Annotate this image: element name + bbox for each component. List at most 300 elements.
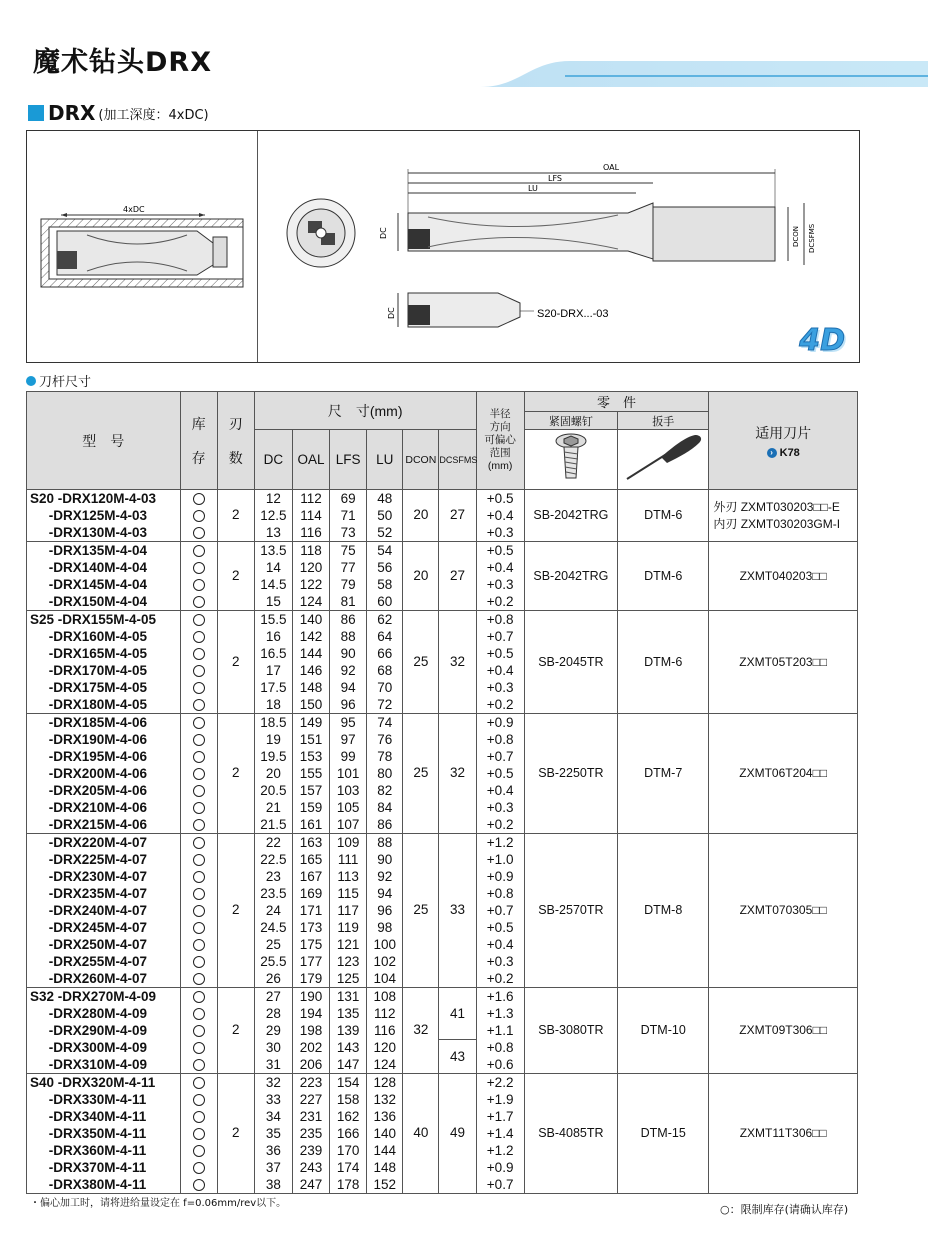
offset-cell: [476, 1074, 524, 1194]
oal-value: 206: [299, 1057, 323, 1072]
oal-value: 177: [299, 954, 323, 969]
stock-row: [181, 868, 217, 885]
model-code: -DRX230M-4-07: [30, 869, 148, 884]
insert-code: ZXMT040203□□: [739, 568, 827, 583]
header-stock-line2: 存: [191, 449, 206, 466]
header-blades: [217, 392, 254, 490]
oal-value: 148: [299, 680, 323, 695]
lfs-value: 147: [336, 1057, 360, 1072]
offset-value: +1.2: [486, 1143, 514, 1158]
oal-value: 169: [299, 886, 323, 901]
wrench-cell: DTM-6: [618, 611, 709, 714]
oal-value: 167: [299, 869, 323, 884]
lfs-value: 90: [340, 646, 356, 661]
offset-value: +0.5: [486, 491, 514, 506]
header-offset-line2: 方向: [489, 421, 511, 433]
insert-cell: [709, 490, 858, 542]
lu-value: 78: [377, 749, 393, 764]
offset-value: +0.8: [486, 886, 514, 901]
lfs-cell: [330, 714, 367, 834]
dc-value: 25: [265, 937, 281, 952]
model-cell: [27, 611, 181, 714]
limited-stock-circle-icon: [193, 956, 205, 968]
header-dc: DC: [254, 430, 292, 490]
page-title: 魔术钻头DRX: [33, 47, 213, 78]
header-blades-line1: 刃: [228, 415, 243, 432]
header-dcsfms: DCSFMS: [439, 430, 476, 490]
lu-cell: [367, 611, 403, 714]
lfs-cell: [330, 988, 367, 1074]
oal-cell: [292, 611, 329, 714]
oal-value: 198: [299, 1023, 323, 1038]
lfs-value: 73: [340, 525, 356, 540]
offset-value: +0.2: [486, 817, 514, 832]
dc-value: 18.5: [260, 715, 287, 730]
offset-value: +0.9: [486, 715, 514, 730]
stock-row: [181, 1005, 217, 1022]
dc-value: 21: [265, 800, 281, 815]
offset-value: +0.8: [486, 612, 514, 627]
oal-value: 140: [299, 612, 323, 627]
oal-cell: [292, 490, 329, 542]
stock-row: [181, 490, 217, 507]
wrench-cell: DTM-7: [618, 714, 709, 834]
offset-value: +0.7: [486, 629, 514, 644]
limited-stock-circle-icon: [193, 1162, 205, 1174]
limited-stock-circle-icon: [193, 545, 205, 557]
dc-value: 22: [265, 835, 281, 850]
oal-value: 243: [299, 1160, 323, 1175]
lfs-value: 105: [336, 800, 360, 815]
screw-cell: SB-2042TRG: [524, 542, 617, 611]
stock-row: [181, 1108, 217, 1125]
offset-value: +0.6: [486, 1057, 514, 1072]
lu-value: 66: [377, 646, 393, 661]
model-code: -DRX225M-4-07: [30, 852, 148, 867]
lfs-value: 88: [340, 629, 356, 644]
stock-row: [181, 507, 217, 524]
oal-value: 161: [299, 817, 323, 832]
model-code: -DRX200M-4-06: [30, 766, 148, 781]
oal-value: 153: [299, 749, 323, 764]
stock-row: [181, 834, 217, 851]
model-cell: [27, 714, 181, 834]
stock-row: [181, 1159, 217, 1176]
lfs-value: 97: [340, 732, 356, 747]
wrench-cell: DTM-10: [618, 988, 709, 1074]
oal-value: 163: [299, 835, 323, 850]
footnote-feed: ・偏心加工时，请将进给量设定在 f=0.06mm/rev以下。: [30, 1198, 287, 1209]
limited-stock-circle-icon: [193, 751, 205, 763]
limited-stock-circle-icon: [193, 631, 205, 643]
lfs-value: 154: [336, 1075, 360, 1090]
dc-value: 15: [265, 594, 281, 609]
lu-value: 136: [373, 1109, 396, 1124]
dc-cell: [254, 834, 292, 988]
stock-row: [181, 559, 217, 576]
wrench-cell: DTM-6: [618, 542, 709, 611]
limited-stock-circle-icon: [193, 905, 205, 917]
drill-drawing: [258, 131, 859, 362]
stock-row: [181, 765, 217, 782]
lfs-value: 103: [336, 783, 360, 798]
lfs-value: 131: [336, 989, 360, 1004]
offset-value: +1.0: [486, 852, 514, 867]
dc-value: 21.5: [260, 817, 287, 832]
section-name: DRX: [48, 101, 96, 125]
header-parts: 零 件: [524, 392, 709, 412]
dc-value: 19: [265, 732, 281, 747]
lu-value: 128: [373, 1075, 396, 1090]
offset-value: +0.3: [486, 680, 514, 695]
offset-cell: [476, 714, 524, 834]
lfs-value: 166: [336, 1126, 360, 1141]
offset-cell: [476, 834, 524, 988]
limited-stock-circle-icon: [193, 1179, 205, 1191]
model-code: -DRX245M-4-07: [30, 920, 148, 935]
limited-stock-circle-icon: [193, 734, 205, 746]
model-code: -DRX340M-4-11: [30, 1109, 147, 1124]
lu-value: 102: [373, 954, 396, 969]
lfs-value: 139: [336, 1023, 360, 1038]
lfs-value: 96: [340, 697, 356, 712]
dcsfms-cell: 27: [439, 490, 476, 542]
stock-cell: [180, 1074, 217, 1194]
lfs-value: 115: [337, 886, 359, 901]
limited-stock-circle-icon: [193, 493, 205, 505]
insert-cell: [709, 988, 858, 1074]
offset-value: +0.9: [486, 1160, 514, 1175]
dc-value: 12: [265, 491, 281, 506]
model-code: -DRX205M-4-06: [30, 783, 148, 798]
lfs-value: 162: [336, 1109, 360, 1124]
limited-stock-circle-icon: [193, 1128, 205, 1140]
dc-value: 31: [265, 1057, 281, 1072]
offset-cell: [476, 611, 524, 714]
dc-value: 27: [265, 989, 281, 1004]
model-code: -DRX160M-4-05: [30, 629, 148, 644]
lu-value: 50: [377, 508, 393, 523]
lu-value: 98: [377, 920, 393, 935]
lu-value: 90: [377, 852, 393, 867]
lu-value: 108: [373, 989, 396, 1004]
stock-row: [181, 679, 217, 696]
dc-cell: [254, 490, 292, 542]
lfs-value: 123: [336, 954, 360, 969]
blades-cell: 2: [217, 542, 254, 611]
model-code: -DRX300M-4-09: [30, 1040, 148, 1055]
offset-value: +1.1: [486, 1023, 514, 1038]
limited-stock-circle-icon: [193, 682, 205, 694]
model-code: -DRX235M-4-07: [30, 886, 148, 901]
lfs-value: 178: [336, 1177, 360, 1192]
dcsfms-cell: 32: [439, 714, 476, 834]
oal-value: 122: [299, 577, 323, 592]
dcon-cell: 20: [403, 490, 439, 542]
dc-value: 23.5: [260, 886, 287, 901]
model-code: -DRX330M-4-11: [30, 1092, 147, 1107]
dc-value: 22.5: [260, 852, 287, 867]
model-code: -DRX140M-4-04: [30, 560, 148, 575]
oal-value: 155: [299, 766, 323, 781]
oal-cell: [292, 542, 329, 611]
dcon-cell: 40: [403, 1074, 439, 1194]
dc2-label: DC: [387, 307, 396, 319]
dc-value: 19.5: [260, 749, 287, 764]
oal-value: 231: [299, 1109, 323, 1124]
limited-stock-circle-icon: [193, 527, 205, 539]
stock-row: [181, 970, 217, 987]
offset-value: +1.6: [486, 989, 514, 1004]
lu-value: 88: [377, 835, 393, 850]
lu-value: 62: [377, 612, 393, 627]
model-code: -DRX370M-4-11: [30, 1160, 147, 1175]
lfs-cell: [330, 542, 367, 611]
dcon-cell: 25: [403, 834, 439, 988]
blades-cell: 2: [217, 988, 254, 1074]
dc-value: 24: [265, 903, 281, 918]
insert-ref-page: K78: [779, 446, 800, 459]
oal-value: 223: [299, 1075, 323, 1090]
variant-label: S20-DRX...-03: [537, 308, 609, 320]
insert-code: ZXMT070305□□: [739, 903, 827, 918]
dc-cell: [254, 542, 292, 611]
oal-value: 194: [299, 1006, 323, 1021]
limited-stock-circle-icon: [193, 579, 205, 591]
limited-stock-circle-icon: [193, 699, 205, 711]
stock-row: [181, 988, 217, 1005]
lu-value: 116: [373, 1023, 396, 1038]
lu-value: 96: [377, 903, 393, 918]
model-code: -DRX255M-4-07: [30, 954, 148, 969]
oal-value: 179: [299, 971, 323, 986]
lu-value: 56: [377, 560, 393, 575]
dcsfms-value: 41: [439, 988, 475, 1040]
offset-value: +0.5: [486, 646, 514, 661]
model-code: S40 -DRX320M-4-11: [30, 1075, 156, 1090]
lu-cell: [367, 988, 403, 1074]
dcsfms-cell: 33: [439, 834, 476, 988]
lu-value: 80: [377, 766, 393, 781]
lu-value: 70: [377, 680, 393, 695]
stock-row: [181, 782, 217, 799]
spec-table-body: [27, 490, 858, 1194]
offset-value: +0.5: [486, 766, 514, 781]
dc-value: 17.5: [260, 680, 287, 695]
lu-value: 64: [377, 629, 393, 644]
dc-value: 35: [265, 1126, 281, 1141]
model-code: -DRX150M-4-04: [30, 594, 148, 609]
model-code: S25 -DRX155M-4-05: [30, 612, 157, 627]
header-lfs: LFS: [330, 430, 367, 490]
lfs-value: 109: [336, 835, 360, 850]
offset-value: +0.7: [486, 749, 514, 764]
lfs-value: 158: [336, 1092, 360, 1107]
lfs-value: 92: [340, 663, 356, 678]
lfs-cell: [330, 1074, 367, 1194]
model-code: S20 -DRX120M-4-03: [30, 491, 157, 506]
lfs-value: 170: [336, 1143, 360, 1158]
limited-stock-circle-icon: [193, 1111, 205, 1123]
lu-value: 68: [377, 663, 393, 678]
blades-cell: 2: [217, 1074, 254, 1194]
oal-value: 235: [299, 1126, 323, 1141]
offset-value: +0.9: [486, 869, 514, 884]
dc-value: 17: [265, 663, 281, 678]
header-insert: [709, 392, 858, 490]
lu-value: 132: [373, 1092, 396, 1107]
lu-label: LU: [528, 184, 538, 193]
table-heading: [26, 371, 91, 390]
lu-value: 54: [377, 543, 393, 558]
header-dimensions: 尺 寸(mm): [254, 392, 476, 430]
lfs-value: 69: [340, 491, 356, 506]
limited-stock-circle-icon: [193, 939, 205, 951]
limited-stock-circle-icon: [193, 1145, 205, 1157]
stock-cell: [180, 490, 217, 542]
header-blades-line2: 数: [228, 449, 243, 466]
header-offset-line3: 可偏心: [484, 434, 516, 446]
lfs-value: 107: [336, 817, 360, 832]
limited-stock-circle-icon: [193, 973, 205, 985]
screw-image-cell: [524, 430, 617, 490]
limited-stock-circle-icon: [193, 854, 205, 866]
oal-value: 227: [299, 1092, 323, 1107]
model-code: -DRX250M-4-07: [30, 937, 148, 952]
offset-value: +0.4: [486, 663, 514, 678]
insert-cell: [709, 542, 858, 611]
section-square-icon: [28, 105, 44, 121]
dcon-cell: 25: [403, 611, 439, 714]
dc-value: 12.5: [260, 508, 287, 523]
table-row-group: [27, 542, 858, 611]
lfs-value: 143: [336, 1040, 360, 1055]
stock-row: [181, 1142, 217, 1159]
limited-stock-circle-icon: [193, 562, 205, 574]
lu-value: 82: [377, 783, 393, 798]
model-code: -DRX170M-4-05: [30, 663, 148, 678]
model-code: -DRX130M-4-03: [30, 525, 148, 540]
screw-cell: SB-2045TR: [524, 611, 617, 714]
lu-cell: [367, 490, 403, 542]
header-screw: 紧固螺钉: [524, 412, 617, 430]
oal-value: 118: [300, 543, 322, 558]
offset-value: +0.2: [486, 971, 514, 986]
offset-value: +1.3: [486, 1006, 514, 1021]
lfs-value: 101: [336, 766, 360, 781]
insert-code: ZXMT09T306□□: [739, 1023, 828, 1038]
model-code: -DRX310M-4-09: [30, 1057, 148, 1072]
model-cell: [27, 834, 181, 988]
bore-drawing: [27, 131, 257, 362]
limited-stock-circle-icon: [193, 717, 205, 729]
stock-row: [181, 645, 217, 662]
model-code: -DRX290M-4-09: [30, 1023, 148, 1038]
limited-stock-circle-icon: [193, 1094, 205, 1106]
table-row-group: [27, 988, 858, 1074]
table-row-group: [27, 714, 858, 834]
lu-value: 112: [373, 1006, 396, 1021]
model-code: -DRX145M-4-04: [30, 577, 148, 592]
stock-cell: [180, 611, 217, 714]
oal-value: 202: [299, 1040, 323, 1055]
model-code: -DRX260M-4-07: [30, 971, 148, 986]
lfs-value: 81: [340, 594, 356, 609]
lu-value: 92: [377, 869, 393, 884]
oal-value: 173: [299, 920, 323, 935]
insert-cell: [709, 834, 858, 988]
model-code: -DRX175M-4-05: [30, 680, 148, 695]
dcsfms-cell: 27: [439, 542, 476, 611]
model-cell: [27, 542, 181, 611]
lu-cell: [367, 1074, 403, 1194]
limited-stock-circle-icon: [193, 1042, 205, 1054]
blades-cell: 2: [217, 490, 254, 542]
model-code: -DRX185M-4-06: [30, 715, 148, 730]
screw-cell: SB-2570TR: [524, 834, 617, 988]
model-code: -DRX165M-4-05: [30, 646, 148, 661]
model-cell: [27, 490, 181, 542]
offset-value: +1.9: [486, 1092, 514, 1107]
model-code: -DRX210M-4-06: [30, 800, 148, 815]
offset-value: +0.3: [486, 800, 514, 815]
arrow-circle-icon: ›: [767, 448, 777, 458]
dc-value: 33: [265, 1092, 281, 1107]
oal-value: 165: [299, 852, 323, 867]
dc-value: 23: [265, 869, 281, 884]
depth-badge: 4D: [799, 323, 845, 358]
limited-stock-circle-icon: [193, 819, 205, 831]
insert-cell: [709, 714, 858, 834]
dc-value: 16.5: [260, 646, 287, 661]
oal-value: 171: [299, 903, 323, 918]
lu-value: 74: [377, 715, 393, 730]
oal-value: 120: [299, 560, 323, 575]
limited-stock-circle-icon: [193, 510, 205, 522]
dc-value: 20: [265, 766, 281, 781]
offset-value: +0.4: [486, 937, 514, 952]
limited-stock-circle-icon: [193, 802, 205, 814]
oal-cell: [292, 714, 329, 834]
limited-stock-circle-icon: [193, 991, 205, 1003]
lu-value: 94: [377, 886, 393, 901]
stock-row: [181, 1039, 217, 1056]
wrench-cell: DTM-8: [618, 834, 709, 988]
lu-value: 104: [373, 971, 396, 986]
oal-cell: [292, 1074, 329, 1194]
insert-code: 内刃 ZXMT030203GM-I: [713, 516, 841, 531]
blades-cell: 2: [217, 714, 254, 834]
lfs-value: 125: [336, 971, 360, 986]
dc-value: 14.5: [260, 577, 287, 592]
dc-value: 29: [265, 1023, 281, 1038]
insert-code: 外刃 ZXMT030203□□-E: [713, 499, 840, 514]
limited-stock-circle-icon: [193, 785, 205, 797]
dc-value: 20.5: [260, 783, 287, 798]
oal-value: 157: [299, 783, 323, 798]
header-lu: LU: [367, 430, 403, 490]
bullet-dot-icon: [26, 376, 36, 386]
stock-row: [181, 1022, 217, 1039]
stock-row: [181, 1091, 217, 1108]
header-accent-line: [565, 75, 928, 77]
lfs-value: 75: [340, 543, 356, 558]
screw-cell: SB-3080TR: [524, 988, 617, 1074]
oal-value: 116: [300, 525, 322, 540]
stock-row: [181, 576, 217, 593]
lu-value: 48: [377, 491, 393, 506]
stock-cell: [180, 988, 217, 1074]
